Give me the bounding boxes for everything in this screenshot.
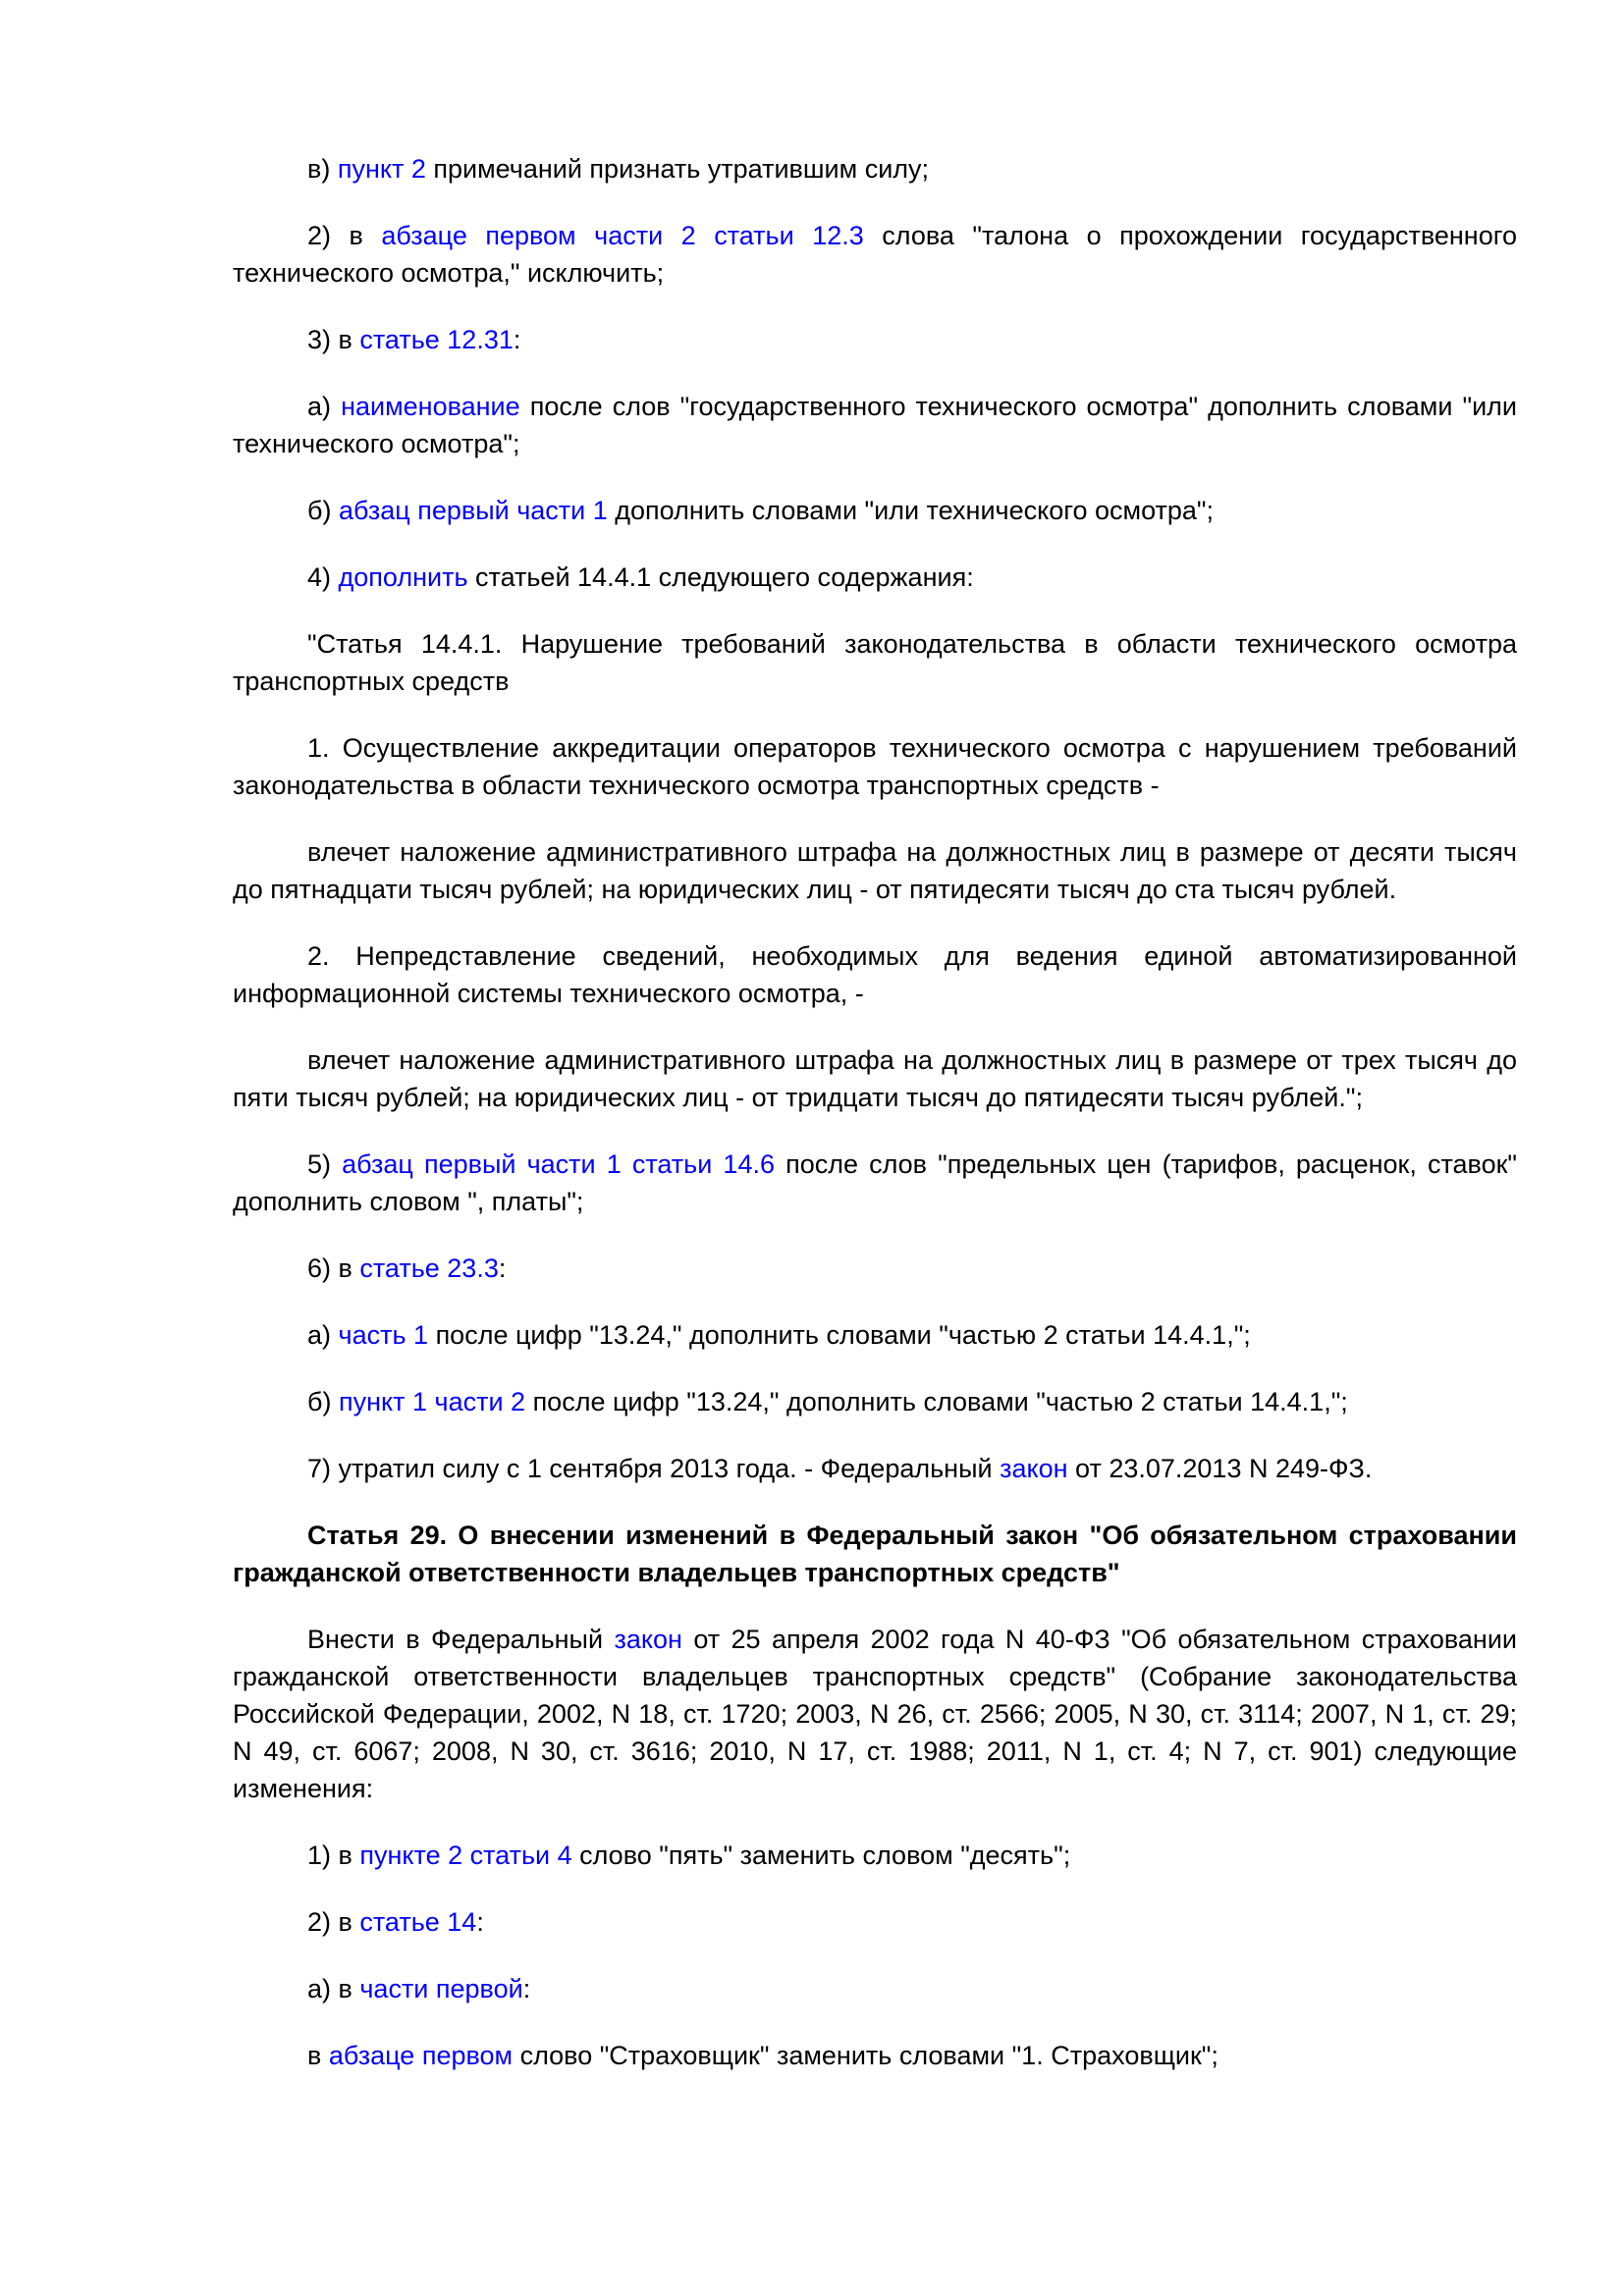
paragraph-text: 5) <box>307 1149 343 1179</box>
paragraph-text: после слов "предельных цен (тарифов, расценок, ставок" дополнить словом ", платы"; <box>233 1149 1518 1216</box>
paragraph-text: : <box>522 1974 531 2003</box>
reference-link[interactable]: закон <box>614 1625 682 1654</box>
reference-link[interactable]: пункте 2 статьи 4 <box>359 1841 572 1870</box>
paragraph-text: 2. Непредставление сведений, необходимых для ведения единой автоматизированной информационной системы технического осмотра, - <box>233 941 1517 1008</box>
reference-link[interactable]: абзаце первом части 2 статьи 12.3 <box>381 221 864 250</box>
paragraph-text: влечет наложение административного штрафа на должностных лиц в размере от десяти тысяч до пятнадцати тысяч рублей; на юридических лиц - от пятидесяти тысяч до ста тысяч рублей. <box>233 837 1517 904</box>
document-paragraph <box>233 937 1517 1012</box>
paragraph-text: б) <box>307 1387 339 1416</box>
paragraph-text: слова "талона о прохождении государственного технического осмотра," исключить; <box>233 221 1517 288</box>
reference-link[interactable]: дополнить <box>338 562 468 592</box>
document-paragraph <box>233 1383 1517 1420</box>
document-paragraph <box>233 1970 1517 2007</box>
paragraph-text: 2) в <box>307 1907 360 1937</box>
document-paragraph <box>233 1450 1517 1487</box>
document-paragraph <box>233 1903 1517 1941</box>
reference-link[interactable]: закон <box>1000 1454 1068 1483</box>
paragraph-text: после цифр "13.24," дополнить словами "частью 2 статьи 14.4.1,"; <box>428 1320 1251 1350</box>
document-paragraph <box>233 150 1517 187</box>
paragraph-text: примечаний признать утратившим силу; <box>425 154 930 184</box>
paragraph-text: Статья 29. О внесении изменений в Федеральный закон "Об обязательном страховании гражданской ответственности владельцев транспортных средств" <box>233 1521 1517 1587</box>
document-page <box>233 150 1517 2104</box>
paragraph-text: 6) в <box>307 1254 360 1283</box>
document-paragraph <box>233 1250 1517 1287</box>
paragraph-text: 1. Осуществление аккредитации операторов технического осмотра с нарушением требований законодательства в области технического осмотра транспортных средств - <box>233 733 1517 800</box>
paragraph-text: в) <box>307 154 338 184</box>
paragraph-text: слово "пять" заменить словом "десять"; <box>571 1841 1071 1870</box>
document-paragraph <box>233 729 1517 804</box>
paragraph-text: а) <box>307 1320 339 1350</box>
paragraph-text: : <box>476 1907 484 1937</box>
paragraph-text: после цифр "13.24," дополнить словами "частью 2 статьи 14.4.1,"; <box>525 1387 1348 1416</box>
document-paragraph <box>233 1146 1517 1220</box>
document-paragraph <box>233 1621 1517 1807</box>
document-paragraph <box>233 559 1517 596</box>
paragraph-text: а) <box>307 392 342 421</box>
paragraph-text: 7) утратил силу с 1 сентября 2013 года. - Федеральный <box>307 1454 1001 1483</box>
document-paragraph <box>233 217 1517 292</box>
paragraph-text: дополнить словами "или технического осмотра"; <box>607 496 1214 525</box>
paragraph-text: статьей 14.4.1 следующего содержания: <box>467 562 974 592</box>
document-paragraph <box>233 1837 1517 1874</box>
reference-link[interactable]: статье 14 <box>359 1907 477 1937</box>
paragraph-text: 4) <box>307 562 339 592</box>
paragraph-text: 2) в <box>307 221 382 250</box>
paragraph-text: 1) в <box>307 1841 360 1870</box>
document-paragraph <box>233 388 1517 462</box>
reference-link[interactable]: абзац первый части 1 статьи 14.6 <box>342 1149 775 1179</box>
paragraph-text: после слов "государственного технического осмотра" дополнить словами "или технического осмотра"; <box>233 392 1517 458</box>
reference-link[interactable]: абзаце первом <box>328 2041 514 2070</box>
reference-link[interactable]: статье 23.3 <box>359 1254 499 1283</box>
document-paragraph <box>233 1041 1517 1116</box>
paragraph-text: "Статья 14.4.1. Нарушение требований законодательства в области технического осмотра транспортных средств <box>233 629 1517 696</box>
reference-link[interactable]: части первой <box>359 1974 523 2003</box>
reference-link[interactable]: часть 1 <box>338 1320 429 1350</box>
paragraph-text: 3) в <box>307 325 360 354</box>
document-paragraph <box>233 625 1517 700</box>
paragraph-text: б) <box>307 496 339 525</box>
document-paragraph <box>233 321 1517 358</box>
document-paragraph <box>233 2037 1517 2074</box>
reference-link[interactable]: пункт 1 части 2 <box>338 1387 526 1416</box>
paragraph-text: в <box>307 2041 329 2070</box>
document-paragraph <box>233 833 1517 908</box>
paragraph-text: влечет наложение административного штрафа на должностных лиц в размере от трех тысяч до пяти тысяч рублей; на юридических лиц - от тридцати тысяч до пятидесяти тысяч рублей."; <box>233 1045 1517 1112</box>
reference-link[interactable]: абзац первый части 1 <box>338 496 608 525</box>
paragraph-text: : <box>498 1254 507 1283</box>
document-paragraph <box>233 492 1517 529</box>
paragraph-text: а) в <box>307 1974 360 2003</box>
reference-link[interactable]: статье 12.31 <box>359 325 514 354</box>
paragraph-text: : <box>513 325 521 354</box>
paragraph-text: Внести в Федеральный <box>307 1625 615 1654</box>
paragraph-text: от 23.07.2013 N 249-ФЗ. <box>1067 1454 1373 1483</box>
document-paragraph <box>233 1316 1517 1354</box>
paragraph-text: от 25 апреля 2002 года N 40-ФЗ "Об обязательном страховании гражданской ответственности владельцев транспортных средств" (Собрание законодательства Российской Федерации, 2002, N 18, ст. 1720; 2003, N 26, ст. 2566; 2005, N 30, ст. 3114; 2007, N 1, ст. 29; N 49, ст. 6067; 2008, N 30, ст. 3616; 2010, N 17, ст. 1988; 2011, N 1, ст. 4; N 7, ст. 901) следующие изменения: <box>233 1625 1517 1803</box>
article-heading <box>233 1517 1517 1591</box>
paragraph-text: слово "Страховщик" заменить словами "1. Страховщик"; <box>513 2041 1218 2070</box>
reference-link[interactable]: пункт 2 <box>337 154 426 184</box>
reference-link[interactable]: наименование <box>341 392 520 421</box>
